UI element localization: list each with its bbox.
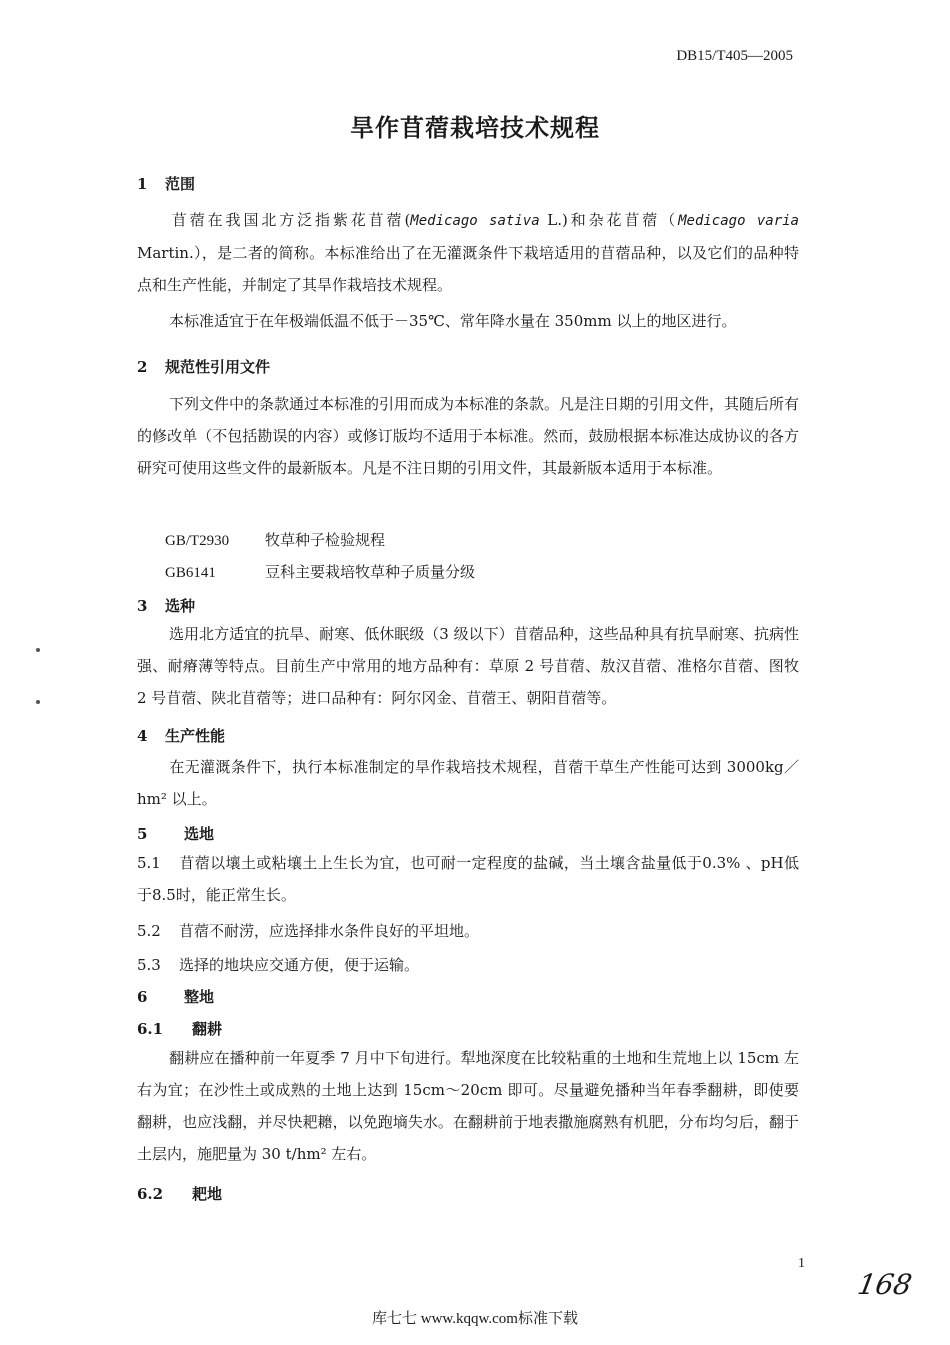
- section-3-paragraph: 选用北方适宜的抗旱、耐寒、低休眠级（3 级以下）苜蓿品种，这些品种具有抗旱耐寒、抗病性强、耐瘠薄等特点。目前生产中常用的地方品种有：草原 2 号苜蓿、敖汉苜蓿、准格尔苜蓿、图牧 2 号苜蓿、陕北苜蓿等；进口品种有：阿尔冈金、苜蓿王、朝阳苜蓿等。: [137, 625, 799, 707]
- section-title: 规范性引用文件: [165, 358, 271, 376]
- normative-reference: [165, 529, 385, 550]
- section-3-heading: [137, 595, 195, 616]
- section-number: 1: [137, 175, 148, 193]
- scan-mark: [36, 700, 40, 704]
- section-6-heading: [137, 986, 214, 1007]
- reference-code: GB/T2930: [165, 533, 230, 549]
- section-number: 4: [137, 727, 148, 745]
- section-5-heading: [137, 823, 214, 844]
- reference-title: 牧草种子检验规程: [265, 531, 386, 549]
- section-2-heading: [137, 356, 270, 377]
- clause-number: 5.1: [137, 854, 161, 872]
- section-number: 2: [137, 358, 148, 376]
- scientific-name: Medicago sativa: [410, 213, 540, 229]
- subsection-title: 耙地: [192, 1185, 223, 1203]
- section-1-paragraph-2: 本标准适宜于在年极端低温不低于－35℃、常年降水量在 350mm 以上的地区进行。: [169, 312, 737, 330]
- section-title: 选种: [165, 597, 196, 615]
- handwritten-page-number: 168: [855, 1268, 915, 1301]
- subsection-6-2-heading: [137, 1183, 222, 1204]
- clause-5-3: 5.3 选择的地块应交通方便，便于运输。: [137, 956, 420, 974]
- section-number: 6: [137, 988, 148, 1006]
- section-1-heading: [137, 173, 195, 194]
- normative-reference: [165, 561, 475, 582]
- footer-watermark: 库七七 www.kqqw.com标准下载: [372, 1311, 578, 1327]
- section-2-paragraph: 下列文件中的条款通过本标准的引用而成为本标准的条款。凡是注日期的引用文件，其随后所有的修改单（不包括勘误的内容）或修订版均不适用于本标准。然而，鼓励根据本标准达成协议的各方研究可使用这些文件的最新版本。凡是不注日期的引用文件，其最新版本适用于本标准。: [137, 395, 800, 477]
- subsection-title: 翻耕: [192, 1020, 223, 1038]
- subsection-6-1-paragraph: 翻耕应在播种前一年夏季 7 月中下旬进行。犁地深度在比较粘重的土地和生荒地上以 15cm 左右为宜；在沙性土或成熟的土地上达到 15cm～20cm 即可。尽量避免播种当年春季翻耕，即使要翻耕，也应浅翻，并尽快耙耱，以免跑墒失水。在翻耕前于地表撒施腐熟有机肥，分布均匀后，翻于土层内，施肥量为 30 t/hm² 左右。: [137, 1049, 799, 1163]
- reference-code: GB6141: [165, 565, 216, 581]
- clause-5-1: 5.1 苜蓿以壤土或粘壤土上生长为宜，也可耐一定程度的盐碱，当土壤含盐量低于0.3% 、pH低于8.5时，能正常生长。: [137, 847, 799, 911]
- subsection-6-1-heading: [137, 1018, 222, 1039]
- section-1-paragraph-1: 苜蓿在我国北方泛指紫花苜蓿(Medicago sativa L.)和杂花苜蓿（Medicago varia Martin.），是二者的简称。本标准给出了在无灌溉条件下栽培适用的苜蓿品种，以及它们的品种特点和生产性能，并制定了其旱作栽培技术规程。: [137, 211, 799, 294]
- scientific-name: Medicago varia: [678, 213, 799, 229]
- section-title: 选地: [184, 825, 215, 843]
- subsection-number: 6.2: [137, 1185, 164, 1203]
- section-4-heading: [137, 725, 225, 746]
- document-title: 旱作苜蓿栽培技术规程: [350, 113, 600, 142]
- clause-number: 5.3: [137, 956, 161, 974]
- scan-mark: [36, 648, 40, 652]
- document-code: DB15/T405—2005: [676, 48, 793, 64]
- clause-number: 5.2: [137, 922, 161, 940]
- section-title: 生产性能: [165, 727, 226, 745]
- section-number: 3: [137, 597, 148, 615]
- reference-title: 豆科主要栽培牧草种子质量分级: [265, 563, 476, 581]
- section-number: 5: [137, 825, 148, 843]
- section-4-paragraph: 在无灌溉条件下，执行本标准制定的旱作栽培技术规程，苜蓿干草生产性能可达到 3000kg／hm² 以上。: [137, 758, 799, 808]
- page-number: 1: [798, 1256, 805, 1271]
- subsection-number: 6.1: [137, 1020, 164, 1038]
- section-title: 整地: [184, 988, 215, 1006]
- clause-5-2: 5.2 苜蓿不耐涝，应选择排水条件良好的平坦地。: [137, 922, 480, 940]
- section-title: 范围: [165, 175, 196, 193]
